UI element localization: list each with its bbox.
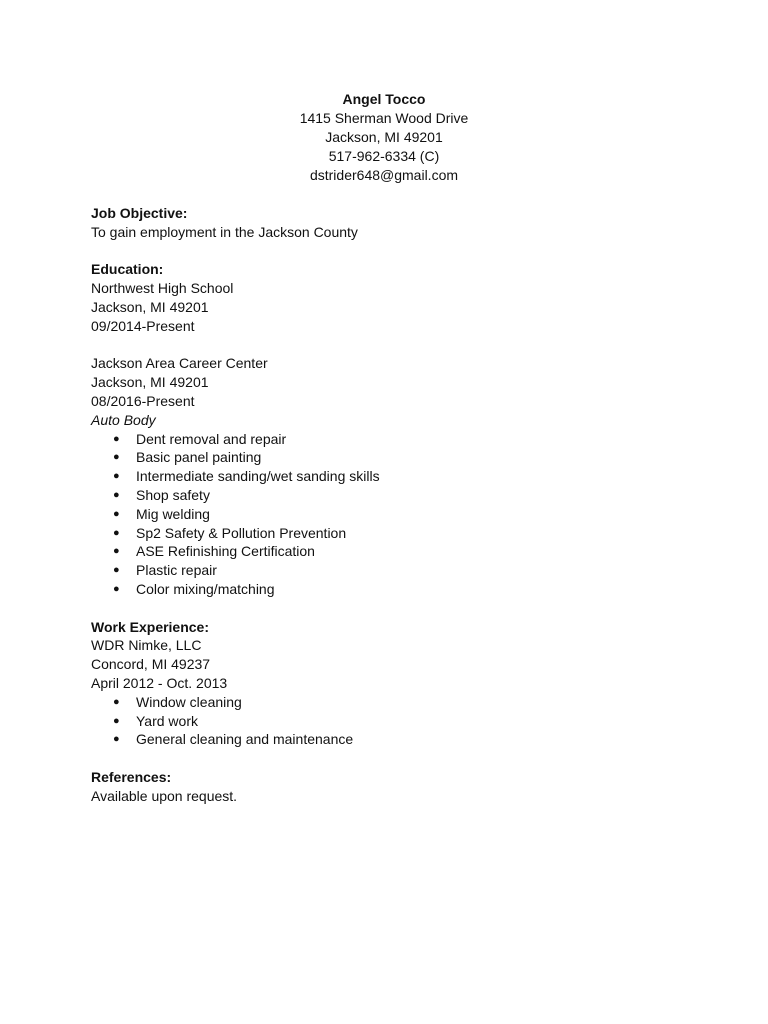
- list-item: [91, 467, 691, 486]
- spacer: [91, 749, 691, 768]
- work-heading: Work Experience:: [91, 618, 210, 635]
- list-item: [91, 580, 691, 599]
- objective-text: To gain employment in the Jackson County: [91, 223, 358, 240]
- applicant-name: Angel Tocco: [342, 91, 426, 107]
- spacer: [91, 242, 691, 261]
- references-heading: References:: [91, 768, 172, 785]
- skill-text: Sp2 Safety & Pollution Prevention: [136, 524, 347, 541]
- skill-text: Shop safety: [136, 486, 210, 503]
- school-entry: [91, 279, 691, 335]
- bullet-icon: ●: [113, 488, 120, 501]
- skill-text: Dent removal and repair: [136, 430, 287, 447]
- school-location: Jackson, MI 49201: [91, 374, 209, 391]
- skill-text: Color mixing/matching: [136, 580, 275, 597]
- list-item: [91, 561, 691, 580]
- phone-number: 517-962-6334 (C): [328, 148, 440, 164]
- bullet-icon: ●: [113, 582, 120, 595]
- school-name: Northwest High School: [91, 280, 234, 297]
- skill-text: Plastic repair: [136, 562, 217, 579]
- resume-body: [91, 204, 691, 806]
- duty-text: Yard work: [136, 712, 198, 729]
- bullet-icon: ●: [113, 695, 120, 708]
- list-item: [91, 524, 691, 543]
- school-entry: [91, 354, 691, 598]
- contact-header: [0, 90, 768, 185]
- skill-text: Mig welding: [136, 505, 210, 522]
- references-section: [91, 768, 691, 806]
- spacer: [91, 336, 691, 355]
- email-address: dstrider648@gmail.com: [309, 167, 459, 183]
- list-item: [91, 448, 691, 467]
- bullet-icon: ●: [113, 470, 120, 483]
- employer-name: WDR Nimke, LLC: [91, 637, 202, 654]
- bullet-icon: ●: [113, 733, 120, 746]
- list-item: [91, 712, 691, 731]
- school-location: Jackson, MI 49201: [91, 298, 209, 315]
- skill-text: Intermediate sanding/wet sanding skills: [136, 468, 380, 485]
- skill-text: Basic panel painting: [136, 449, 262, 466]
- school-dates: 09/2014-Present: [91, 317, 195, 334]
- duty-text: Window cleaning: [136, 693, 242, 710]
- school-name: Jackson Area Career Center: [91, 355, 268, 372]
- list-item: [91, 542, 691, 561]
- objective-section: [91, 204, 691, 242]
- objective-heading: Job Objective:: [91, 205, 188, 221]
- school-dates: 08/2016-Present: [91, 392, 195, 409]
- bullet-icon: ●: [113, 564, 120, 577]
- bullet-icon: ●: [113, 451, 120, 464]
- duties-list: [91, 693, 691, 749]
- list-item: [91, 505, 691, 524]
- list-item: [91, 430, 691, 449]
- education-section: [91, 260, 691, 598]
- spacer: [91, 599, 691, 618]
- bullet-icon: ●: [113, 526, 120, 539]
- skill-text: ASE Refinishing Certification: [136, 543, 315, 560]
- program-name: Auto Body: [91, 411, 156, 428]
- bullet-icon: ●: [113, 432, 120, 445]
- list-item: [91, 693, 691, 712]
- duty-text: General cleaning and maintenance: [136, 731, 354, 748]
- street-address: 1415 Sherman Wood Drive: [299, 110, 469, 126]
- list-item: [91, 730, 691, 749]
- work-section: [91, 618, 691, 750]
- skills-list: [91, 430, 691, 599]
- bullet-icon: ●: [113, 545, 120, 558]
- education-heading: Education:: [91, 261, 164, 278]
- employer-location: Concord, MI 49237: [91, 656, 211, 673]
- list-item: [91, 486, 691, 505]
- bullet-icon: ●: [113, 507, 120, 520]
- bullet-icon: ●: [113, 714, 120, 727]
- city-state-zip: Jackson, MI 49201: [325, 129, 443, 145]
- references-text: Available upon request.: [91, 787, 238, 804]
- employment-dates: April 2012 - Oct. 2013: [91, 674, 228, 691]
